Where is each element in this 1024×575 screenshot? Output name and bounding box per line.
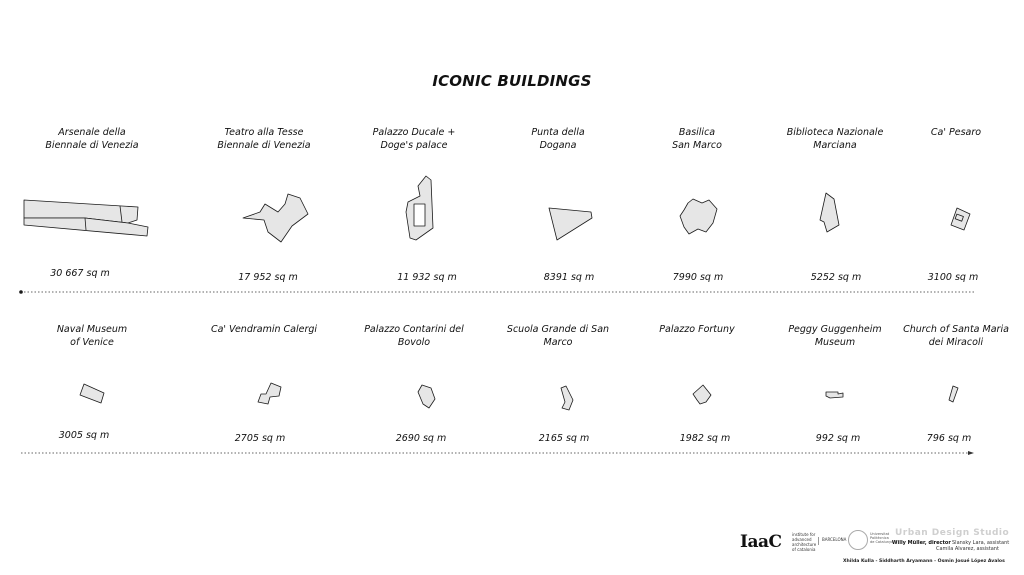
building-name: Ca' Vendramin Calergi: [210, 324, 318, 335]
university-label: Universitat Politècnica de Catalunya: [870, 532, 894, 544]
footprint-palazzo-ducale: [406, 176, 433, 240]
footprint-ca-pesaro: [951, 208, 970, 230]
building-name: Ca' Pesaro: [930, 127, 982, 138]
footprint-scuola-san-marco: [561, 386, 573, 410]
building-area: 8391 sq m: [543, 272, 595, 283]
building-name: Palazzo Ducale + Doge's palace: [372, 127, 456, 151]
footprint-teatro: [243, 194, 308, 242]
assistant-label: Slansky Lara, assistant: [952, 540, 1010, 546]
building-area: 796 sq m: [926, 433, 972, 444]
building-area: 11 932 sq m: [397, 272, 457, 283]
building-name: Peggy Guggenheim Museum: [788, 324, 882, 348]
footprint-basilica: [680, 199, 717, 234]
scale-line-1: [19, 290, 976, 294]
building-area: 2165 sq m: [538, 433, 590, 444]
building-name: Naval Museum of Venice: [56, 324, 128, 348]
building-area: 7990 sq m: [672, 272, 724, 283]
footprint-guggenheim: [826, 392, 843, 398]
building-area: 30 667 sq m: [50, 268, 110, 279]
footprint-punta-dogana: [549, 208, 592, 240]
scale-line-2: [21, 451, 974, 455]
footer-logos: [740, 526, 1020, 570]
footprint-ca-vendramin: [258, 383, 281, 404]
building-area: 2705 sq m: [234, 433, 286, 444]
diagram-title: ICONIC BUILDINGS: [432, 72, 592, 90]
building-area: 5252 sq m: [810, 272, 862, 283]
building-name: Basilica San Marco: [672, 127, 722, 151]
university-seal-icon: [848, 530, 868, 550]
building-area: 2690 sq m: [395, 433, 447, 444]
footprint-contarini: [418, 385, 435, 408]
city-label: BARCELONA: [818, 537, 846, 545]
assistant-label: Camila Alvarez, assistant: [936, 546, 999, 552]
iaac-logo: IaaC: [740, 532, 782, 552]
building-area: 3100 sq m: [927, 272, 979, 283]
building-area: 17 952 sq m: [238, 272, 298, 283]
footprint-biblioteca: [820, 193, 839, 232]
building-area: 992 sq m: [815, 433, 861, 444]
building-name: Church of Santa Maria dei Miracoli: [903, 324, 1009, 348]
building-name: Scuola Grande di San Marco: [506, 324, 610, 348]
building-name: Punta della Dogana: [531, 127, 585, 151]
building-name: Palazzo Fortuny: [659, 324, 735, 335]
credits-label: Xhilda Kulla - Siddharth Aryamann - Osmin Josué López Avalos: [843, 559, 1005, 564]
footprint-miracoli: [949, 386, 958, 402]
building-name: Arsenale della Biennale di Venezia: [45, 127, 139, 151]
studio-label: Urban Design Studio: [895, 528, 1010, 538]
footprint-fortuny: [693, 385, 711, 404]
building-name: Biblioteca Nazionale Marciana: [786, 127, 884, 151]
director-label: Willy Müller, director: [892, 540, 951, 546]
footprint-naval-museum: [80, 384, 104, 403]
building-name: Palazzo Contarini del Bovolo: [364, 324, 464, 348]
building-area: 1982 sq m: [679, 433, 731, 444]
footprint-arsenale: [24, 200, 148, 236]
iaac-subtitle: institute for advanced architecture of catalonia: [792, 532, 817, 552]
building-name: Teatro alla Tesse Biennale di Venezia: [217, 127, 311, 151]
building-area: 3005 sq m: [58, 430, 110, 441]
